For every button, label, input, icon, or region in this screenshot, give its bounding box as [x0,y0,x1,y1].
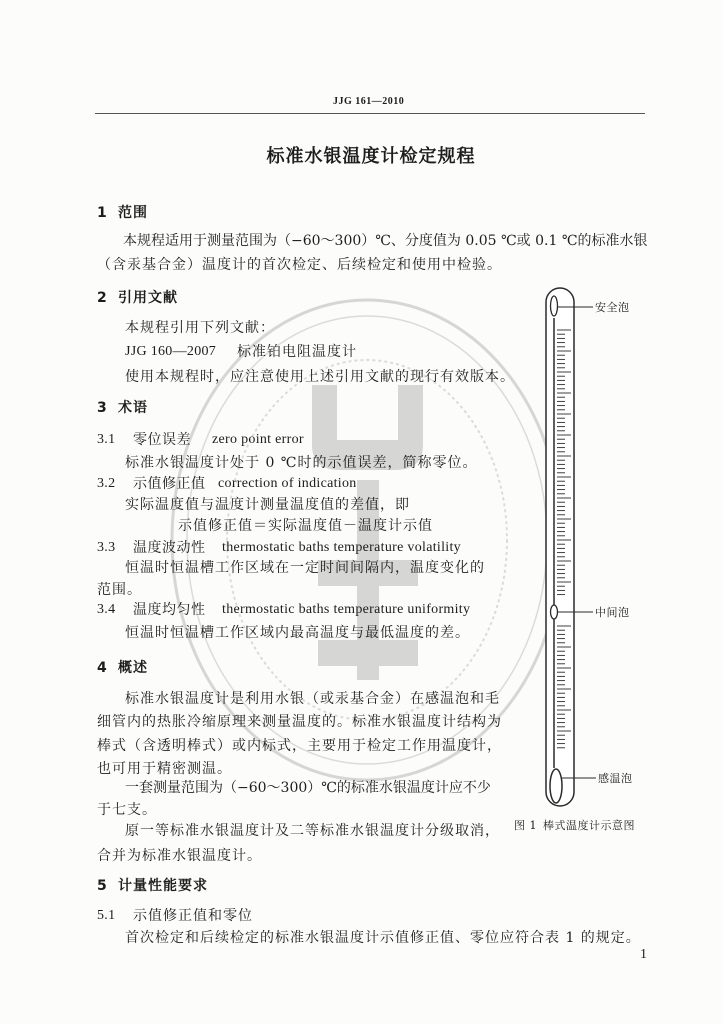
standard-code: JJG 161—2010 [333,96,405,107]
section-2-heading: 引用文献 [118,290,178,306]
section-4-line: 于七支。 [97,802,157,818]
term-3-3-name: 温度波动性 [133,540,206,556]
middle-bulb [551,605,558,619]
term-3-4-name: 温度均匀性 [133,602,206,618]
section-3-number: 3 [97,400,108,416]
safety-bulb [551,296,558,316]
term-3-1-english: zero point error [212,432,304,447]
term-3-2-formula: 示值修正值＝实际温度值－温度计示值 [178,518,433,534]
header-rule [95,113,645,114]
outer-tube [546,288,574,806]
section-1-line-2: （含汞基合金）温度计的首次检定、后续检定和使用中检验。 [97,257,502,273]
label-safety-bulb: 安全泡 [595,301,630,314]
term-3-1-name: 零位误差 [133,432,191,448]
term-3-1-definition: 标准水银温度计处于 0 ℃时的示值误差，简称零位。 [125,455,478,471]
term-3-1-number: 3.1 [97,432,116,447]
section-1-line-1: 本规程适用于测量范围为（−60～300）℃、分度值为 0.05 ℃或 0.1 ℃的标准水银 [123,233,648,249]
section-4-line: 细管内的热胀冷缩原理来测量温度的。标准水银温度计结构为 [97,714,502,730]
thermometer-scale [557,330,571,748]
term-3-2-name: 示值修正值 [133,476,206,492]
term-3-3-english: thermostatic baths temperature volatility [222,540,461,555]
term-3-2-number: 3.2 [97,476,116,491]
term-3-3-definition-line-2: 范围。 [97,582,142,598]
section-5-number: 5 [97,878,108,894]
term-3-3-definition-line-1: 恒温时恒温槽工作区域在一定时间间隔内，温度变化的 [125,560,485,576]
section-4-line: 合并为标准水银温度计。 [97,848,262,864]
section-4-heading: 概述 [118,660,148,676]
reference-name: 标准铂电阻温度计 [237,344,357,360]
sensing-bulb [550,769,562,803]
figure-caption: 棒式温度计示意图 [543,819,635,832]
section-4-line: 原一等标准水银温度计及二等标准水银温度计分级取消， [125,823,500,839]
label-middle-bulb: 中间泡 [595,606,630,619]
section-1-number: 1 [97,205,108,221]
section-4-line: 标准水银温度计是利用水银（或汞基合金）在感温泡和毛 [125,691,500,707]
reference-code: JJG 160—2007 [125,344,217,359]
section-4-line: 棒式（含透明棒式）或内标式，主要用于检定工作用温度计， [97,738,502,754]
term-3-2-english: correction of indication [218,476,357,491]
page-title: 标准水银温度计检定规程 [266,146,476,167]
section-1-heading: 范围 [118,205,148,221]
clause-5-1-text: 首次检定和后续检定的标准水银温度计示值修正值、零位应符合表 1 的规定。 [125,930,641,946]
page-number: 1 [640,947,648,962]
section-4-number: 4 [97,660,108,676]
label-sensing-bulb: 感温泡 [598,772,633,785]
section-2-line-1: 本规程引用下列文献： [125,320,275,336]
term-3-4-english: thermostatic baths temperature uniformity [222,602,471,617]
clause-5-1-title: 示值修正值和零位 [133,908,253,924]
section-5-heading: 计量性能要求 [118,878,208,894]
section-4-line: 一套测量范围为（−60～300）℃的标准水银温度计应不少 [125,780,491,796]
term-3-3-number: 3.3 [97,540,116,555]
figure-caption-label: 图 1 [514,819,537,832]
section-3-heading: 术语 [118,400,148,416]
clause-5-1-number: 5.1 [97,908,116,923]
term-3-4-number: 3.4 [97,602,116,617]
term-3-4-definition: 恒温时恒温槽工作区域内最高温度与最低温度的差。 [125,625,470,641]
section-2-number: 2 [97,290,108,306]
term-3-2-definition: 实际温度值与温度计测量温度值的差值，即 [125,497,410,513]
section-2-line-3: 使用本规程时，应注意使用上述引用文献的现行有效版本。 [125,369,515,385]
thermometer-figure [546,288,596,806]
section-4-line: 也可用于精密测温。 [97,761,232,777]
